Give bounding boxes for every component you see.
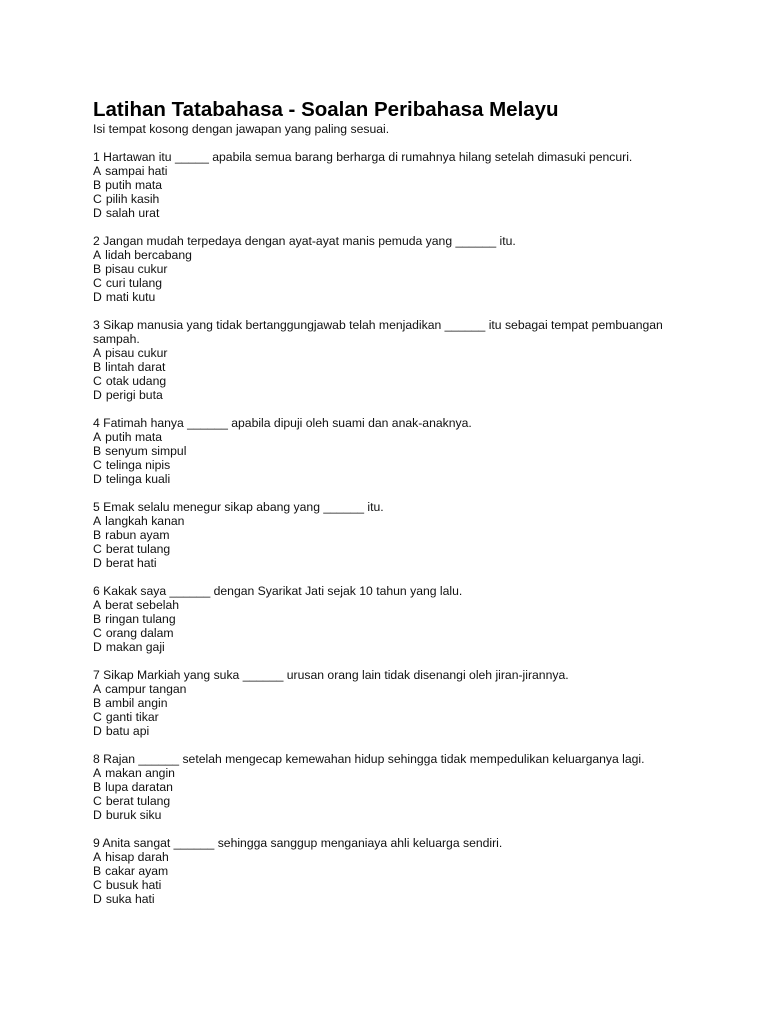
option-text: putih mata bbox=[105, 178, 163, 192]
option-text: berat tulang bbox=[105, 542, 171, 556]
option-letter: D bbox=[93, 724, 102, 738]
option-text: berat sebelah bbox=[105, 598, 179, 612]
answer-option bbox=[93, 388, 708, 402]
option-letter: B bbox=[93, 780, 102, 794]
option-letter: C bbox=[93, 626, 102, 640]
question-body: Kakak saya ______ dengan Syarikat Jati sejak 10 tahun yang lalu. bbox=[103, 584, 463, 598]
question-item bbox=[93, 234, 708, 304]
option-letter: D bbox=[93, 290, 102, 304]
option-letter: A bbox=[93, 766, 102, 780]
question-number: 1 bbox=[93, 150, 100, 164]
question-text bbox=[93, 416, 673, 430]
question-number: 6 bbox=[93, 584, 100, 598]
option-letter: A bbox=[93, 430, 102, 444]
option-letter: D bbox=[93, 206, 102, 220]
answer-option bbox=[93, 780, 708, 794]
answer-option bbox=[93, 458, 708, 472]
option-text: lupa daratan bbox=[105, 780, 173, 794]
option-text: senyum simpul bbox=[105, 444, 187, 458]
option-letter: A bbox=[93, 682, 102, 696]
option-text: batu api bbox=[105, 724, 150, 738]
option-letter: C bbox=[93, 710, 102, 724]
answer-option bbox=[93, 178, 708, 192]
question-body: Anita sangat ______ sehingga sanggup menganiaya ahli keluarga sendiri. bbox=[102, 836, 503, 850]
option-text: pilih kasih bbox=[105, 192, 160, 206]
option-letter: A bbox=[93, 598, 102, 612]
answer-option bbox=[93, 360, 708, 374]
question-item bbox=[93, 416, 708, 486]
question-body: Emak selalu menegur sikap abang yang ______ itu. bbox=[103, 500, 384, 514]
answer-option bbox=[93, 682, 708, 696]
answer-option bbox=[93, 892, 708, 906]
option-letter: B bbox=[93, 528, 102, 542]
option-letter: B bbox=[93, 696, 102, 710]
option-text: ambil angin bbox=[105, 696, 168, 710]
question-list bbox=[93, 150, 708, 906]
option-letter: D bbox=[93, 808, 102, 822]
question-number: 9 bbox=[93, 836, 100, 850]
question-item bbox=[93, 752, 708, 822]
option-letter: A bbox=[93, 850, 102, 864]
option-letter: C bbox=[93, 878, 102, 892]
option-text: salah urat bbox=[105, 206, 160, 220]
option-text: ganti tikar bbox=[105, 710, 159, 724]
answer-option bbox=[93, 528, 708, 542]
answer-option bbox=[93, 542, 708, 556]
option-letter: D bbox=[93, 556, 102, 570]
question-text bbox=[93, 500, 673, 514]
option-text: rabun ayam bbox=[105, 528, 170, 542]
option-text: pisau cukur bbox=[105, 346, 168, 360]
option-text: telinga nipis bbox=[105, 458, 171, 472]
question-body: Sikap Markiah yang suka ______ urusan orang lain tidak disenangi oleh jiran-jirannya. bbox=[103, 668, 569, 682]
answer-option bbox=[93, 472, 708, 486]
answer-option bbox=[93, 556, 708, 570]
option-text: curi tulang bbox=[105, 276, 163, 290]
option-letter: C bbox=[93, 276, 102, 290]
question-text bbox=[93, 836, 673, 850]
option-letter: C bbox=[93, 192, 102, 206]
answer-option bbox=[93, 598, 708, 612]
option-text: makan angin bbox=[105, 766, 175, 780]
option-letter: D bbox=[93, 640, 102, 654]
question-item bbox=[93, 318, 708, 402]
answer-option bbox=[93, 430, 708, 444]
answer-option bbox=[93, 514, 708, 528]
option-letter: C bbox=[93, 542, 102, 556]
option-text: perigi buta bbox=[105, 388, 163, 402]
answer-option bbox=[93, 444, 708, 458]
answer-option bbox=[93, 766, 708, 780]
answer-option bbox=[93, 192, 708, 206]
question-body: Jangan mudah terpedaya dengan ayat-ayat manis pemuda yang ______ itu. bbox=[103, 234, 516, 248]
option-text: busuk hati bbox=[105, 878, 162, 892]
option-text: lidah bercabang bbox=[105, 248, 192, 262]
answer-option bbox=[93, 724, 708, 738]
question-text bbox=[93, 318, 673, 346]
option-text: pisau cukur bbox=[105, 262, 168, 276]
option-text: langkah kanan bbox=[105, 514, 185, 528]
answer-option bbox=[93, 878, 708, 892]
answer-option bbox=[93, 794, 708, 808]
option-letter: C bbox=[93, 458, 102, 472]
question-number: 2 bbox=[93, 234, 100, 248]
option-letter: A bbox=[93, 248, 102, 262]
document-title: Latihan Tatabahasa - Soalan Peribahasa Melayu bbox=[93, 98, 559, 121]
answer-option bbox=[93, 248, 708, 262]
answer-option bbox=[93, 346, 708, 360]
option-text: berat hati bbox=[105, 556, 157, 570]
question-item bbox=[93, 150, 708, 220]
answer-option bbox=[93, 808, 708, 822]
option-text: ringan tulang bbox=[105, 612, 176, 626]
answer-option bbox=[93, 850, 708, 864]
answer-option bbox=[93, 206, 708, 220]
question-number: 7 bbox=[93, 668, 100, 682]
option-letter: B bbox=[93, 864, 102, 878]
option-letter: C bbox=[93, 794, 102, 808]
option-text: putih mata bbox=[105, 430, 163, 444]
option-letter: A bbox=[93, 164, 102, 178]
option-text: suka hati bbox=[105, 892, 155, 906]
question-item bbox=[93, 836, 708, 906]
question-text bbox=[93, 584, 673, 598]
option-letter: C bbox=[93, 374, 102, 388]
option-letter: B bbox=[93, 262, 102, 276]
question-body: Rajan ______ setelah mengecap kemewahan hidup sehingga tidak mempedulikan keluarganya lagi. bbox=[103, 752, 645, 766]
option-text: cakar ayam bbox=[105, 864, 169, 878]
question-text bbox=[93, 668, 673, 682]
answer-option bbox=[93, 640, 708, 654]
question-body: Sikap manusia yang tidak bertanggungjawab telah menjadikan ______ itu sebagai tempat pembuangan sampah. bbox=[93, 318, 663, 346]
answer-option bbox=[93, 710, 708, 724]
answer-option bbox=[93, 696, 708, 710]
option-text: lintah darat bbox=[105, 360, 166, 374]
option-text: orang dalam bbox=[105, 626, 174, 640]
option-text: sampai hati bbox=[105, 164, 168, 178]
option-text: berat tulang bbox=[105, 794, 171, 808]
option-letter: B bbox=[93, 612, 102, 626]
option-letter: A bbox=[93, 346, 102, 360]
answer-option bbox=[93, 864, 708, 878]
question-item bbox=[93, 584, 708, 654]
question-body: Hartawan itu _____ apabila semua barang berharga di rumahnya hilang setelah dimasuki pencuri. bbox=[103, 150, 633, 164]
question-body: Fatimah hanya ______ apabila dipuji oleh suami dan anak-anaknya. bbox=[103, 416, 472, 430]
option-letter: D bbox=[93, 892, 102, 906]
instruction-text: Isi tempat kosong dengan jawapan yang paling sesuai. bbox=[93, 122, 390, 136]
option-text: buruk siku bbox=[105, 808, 162, 822]
question-item bbox=[93, 500, 708, 570]
question-number: 3 bbox=[93, 318, 100, 332]
answer-option bbox=[93, 612, 708, 626]
question-number: 8 bbox=[93, 752, 100, 766]
question-text bbox=[93, 150, 673, 164]
question-text bbox=[93, 234, 673, 248]
question-number: 5 bbox=[93, 500, 100, 514]
option-letter: A bbox=[93, 514, 102, 528]
option-text: hisap darah bbox=[105, 850, 169, 864]
question-item bbox=[93, 668, 708, 738]
answer-option bbox=[93, 626, 708, 640]
answer-option bbox=[93, 276, 708, 290]
option-letter: D bbox=[93, 472, 102, 486]
option-letter: D bbox=[93, 388, 102, 402]
question-number: 4 bbox=[93, 416, 100, 430]
option-letter: B bbox=[93, 360, 102, 374]
answer-option bbox=[93, 290, 708, 304]
option-text: campur tangan bbox=[105, 682, 187, 696]
option-letter: B bbox=[93, 444, 102, 458]
option-letter: B bbox=[93, 178, 102, 192]
option-text: makan gaji bbox=[105, 640, 165, 654]
option-text: telinga kuali bbox=[105, 472, 171, 486]
question-text bbox=[93, 752, 673, 766]
answer-option bbox=[93, 262, 708, 276]
option-text: otak udang bbox=[105, 374, 167, 388]
answer-option bbox=[93, 164, 708, 178]
option-text: mati kutu bbox=[105, 290, 156, 304]
answer-option bbox=[93, 374, 708, 388]
